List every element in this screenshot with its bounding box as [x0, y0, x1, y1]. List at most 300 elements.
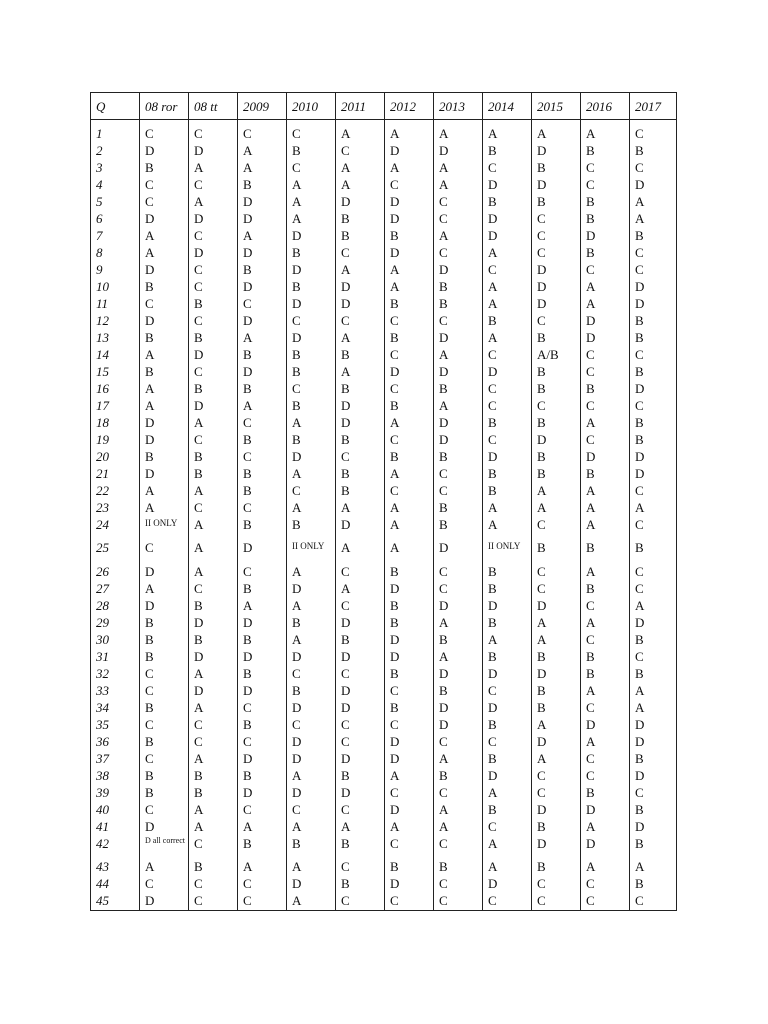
question-number-cell	[91, 683, 140, 700]
answer-cell	[434, 751, 483, 768]
answer-cell	[532, 876, 581, 893]
answer-value: A	[586, 734, 596, 749]
answer-cell	[140, 649, 189, 666]
answer-value: A	[635, 598, 645, 613]
answer-cell	[434, 581, 483, 598]
answer-value: D	[341, 700, 351, 715]
answer-value: A	[488, 836, 498, 851]
answer-cell	[483, 415, 532, 432]
answer-cell	[434, 330, 483, 347]
answer-value: D	[635, 734, 645, 749]
answer-value: B	[635, 228, 644, 243]
answer-cell	[532, 432, 581, 449]
answer-cell	[630, 398, 677, 415]
answer-value: D	[145, 598, 155, 613]
answer-value: D	[635, 279, 645, 294]
answer-cell	[238, 717, 287, 734]
answer-value: C	[586, 364, 595, 379]
answer-cell	[287, 666, 336, 683]
answer-value: D	[243, 751, 253, 766]
answer-cell	[532, 717, 581, 734]
answer-value: B	[145, 364, 154, 379]
answer-cell	[385, 126, 434, 143]
answer-cell	[532, 483, 581, 500]
answer-value: C	[341, 802, 350, 817]
answer-value: B	[635, 751, 644, 766]
answer-cell	[532, 859, 581, 876]
answer-value: B	[341, 228, 350, 243]
table-row	[91, 177, 677, 194]
answer-value: D	[390, 649, 400, 664]
answer-cell	[287, 177, 336, 194]
question-number: 20	[96, 449, 109, 464]
answer-cell	[385, 160, 434, 177]
question-number: 37	[96, 751, 109, 766]
answer-value: B	[145, 449, 154, 464]
answer-cell	[189, 836, 238, 859]
answer-value: B	[194, 598, 203, 613]
answer-value: C	[439, 581, 448, 596]
answer-cell	[238, 177, 287, 194]
answer-cell	[189, 615, 238, 632]
answer-cell	[287, 819, 336, 836]
answer-value: A	[292, 893, 302, 908]
answer-value: A	[586, 279, 596, 294]
answer-value: C	[439, 734, 448, 749]
question-number-cell	[91, 211, 140, 228]
answer-cell	[630, 262, 677, 279]
answer-value: C	[439, 836, 448, 851]
answer-cell	[532, 785, 581, 802]
answer-cell	[287, 364, 336, 381]
answer-cell	[581, 540, 630, 564]
answer-value: A	[488, 245, 498, 260]
answer-value: A/B	[537, 347, 559, 362]
table-row	[91, 228, 677, 245]
answer-cell	[581, 126, 630, 143]
answer-value: B	[488, 483, 497, 498]
answer-cell	[238, 683, 287, 700]
answer-cell	[434, 296, 483, 313]
answer-cell	[140, 330, 189, 347]
question-number: 43	[96, 859, 109, 874]
answer-value: D	[537, 734, 547, 749]
answer-cell	[238, 245, 287, 262]
answer-value: C	[635, 785, 644, 800]
answer-cell	[630, 245, 677, 262]
answer-cell	[385, 632, 434, 649]
answer-value: B	[390, 398, 399, 413]
column-header: 2013	[434, 93, 483, 120]
answer-value: B	[586, 581, 595, 596]
answer-cell	[287, 211, 336, 228]
table-row	[91, 245, 677, 262]
answer-value: A	[243, 160, 253, 175]
answer-cell	[581, 483, 630, 500]
table-row	[91, 859, 677, 876]
answer-cell	[238, 398, 287, 415]
answer-value: D	[439, 415, 449, 430]
answer-value: C	[537, 517, 546, 532]
answer-cell	[140, 160, 189, 177]
answer-cell	[532, 734, 581, 751]
answer-value: C	[145, 194, 154, 209]
question-number: 16	[96, 381, 109, 396]
answer-cell	[336, 177, 385, 194]
answer-value: C	[243, 893, 252, 908]
table-row	[91, 143, 677, 160]
answer-value: B	[292, 432, 301, 447]
answer-value: A	[341, 160, 351, 175]
answer-value: C	[390, 785, 399, 800]
table-row	[91, 819, 677, 836]
answer-cell	[287, 802, 336, 819]
answer-value: A	[145, 245, 155, 260]
question-number: 6	[96, 211, 103, 226]
answer-value: C	[145, 126, 154, 141]
answer-cell	[434, 449, 483, 466]
answer-value: B	[537, 649, 546, 664]
answer-value: C	[635, 347, 644, 362]
answer-value: C	[537, 768, 546, 783]
column-header: Q	[91, 93, 140, 120]
question-number: 41	[96, 819, 109, 834]
answer-cell	[630, 836, 677, 859]
answer-cell	[434, 564, 483, 581]
answer-cell	[238, 751, 287, 768]
answer-value: B	[537, 415, 546, 430]
answer-value: A	[488, 632, 498, 647]
answer-cell	[434, 859, 483, 876]
answer-value: A	[341, 330, 351, 345]
answer-cell	[140, 751, 189, 768]
answer-value: C	[488, 347, 497, 362]
answer-cell	[140, 381, 189, 398]
answer-value: C	[194, 836, 203, 851]
answer-cell	[287, 768, 336, 785]
answer-cell	[336, 466, 385, 483]
question-number-cell	[91, 194, 140, 211]
answer-cell	[532, 313, 581, 330]
answer-cell	[336, 859, 385, 876]
answer-value: C	[537, 245, 546, 260]
answer-value: B	[145, 632, 154, 647]
answer-cell	[238, 381, 287, 398]
answer-cell	[581, 751, 630, 768]
answer-value: B	[537, 330, 546, 345]
answer-value: B	[537, 859, 546, 874]
answer-value: B	[537, 160, 546, 175]
answer-value: A	[243, 859, 253, 874]
answer-value: D	[488, 666, 498, 681]
question-number: 30	[96, 632, 109, 647]
question-number-cell	[91, 819, 140, 836]
answer-value: B	[194, 330, 203, 345]
answer-cell	[581, 717, 630, 734]
answer-value: A	[390, 500, 400, 515]
answer-cell	[140, 126, 189, 143]
answer-cell	[140, 415, 189, 432]
answer-cell	[287, 228, 336, 245]
table-row	[91, 517, 677, 540]
answer-value: D	[145, 313, 155, 328]
answer-value: D	[488, 768, 498, 783]
question-number-cell	[91, 177, 140, 194]
answer-value: C	[635, 581, 644, 596]
answer-value: A	[292, 194, 302, 209]
answer-value: B	[439, 449, 448, 464]
answer-cell	[238, 279, 287, 296]
answer-cell	[385, 876, 434, 893]
answer-value: A	[292, 819, 302, 834]
answer-cell	[434, 143, 483, 160]
question-number: 31	[96, 649, 109, 664]
answer-value: C	[390, 683, 399, 698]
answer-value: B	[635, 330, 644, 345]
answer-cell	[336, 194, 385, 211]
table-row	[91, 296, 677, 313]
answer-value: C	[194, 262, 203, 277]
answer-cell	[336, 398, 385, 415]
answer-value: A	[586, 296, 596, 311]
answer-value: D	[341, 615, 351, 630]
table-row	[91, 734, 677, 751]
answer-value: A	[488, 859, 498, 874]
answer-value: C	[439, 466, 448, 481]
answer-cell	[287, 160, 336, 177]
answer-cell	[189, 415, 238, 432]
answer-value: C	[439, 194, 448, 209]
answer-cell	[238, 211, 287, 228]
table-row	[91, 768, 677, 785]
answer-cell	[238, 449, 287, 466]
answer-value: D	[145, 564, 155, 579]
question-number-cell	[91, 449, 140, 466]
answer-cell	[581, 313, 630, 330]
answer-value: D	[439, 700, 449, 715]
answer-cell	[532, 893, 581, 911]
answer-value: C	[635, 160, 644, 175]
answer-value: C	[488, 734, 497, 749]
answer-cell	[189, 751, 238, 768]
answer-value: B	[439, 381, 448, 396]
answer-value: D	[439, 432, 449, 447]
answer-cell	[483, 211, 532, 228]
answer-cell	[140, 632, 189, 649]
question-number: 17	[96, 398, 109, 413]
answer-value: D	[439, 330, 449, 345]
table-row	[91, 330, 677, 347]
table-row	[91, 893, 677, 911]
answer-value: D	[488, 211, 498, 226]
answer-value: C	[194, 313, 203, 328]
answer-value: D	[341, 296, 351, 311]
answer-cell	[238, 330, 287, 347]
question-number-cell	[91, 483, 140, 500]
answer-value: B	[586, 143, 595, 158]
answer-value: D	[243, 540, 253, 555]
answer-cell	[532, 466, 581, 483]
answer-cell	[336, 296, 385, 313]
answer-cell	[385, 615, 434, 632]
answer-value: C	[243, 296, 252, 311]
answer-cell	[434, 819, 483, 836]
answer-value: A	[390, 517, 400, 532]
answer-cell	[434, 876, 483, 893]
answer-value: B	[243, 768, 252, 783]
answer-cell	[483, 666, 532, 683]
answer-value: A	[586, 859, 596, 874]
answer-cell	[140, 683, 189, 700]
answer-value: B	[488, 717, 497, 732]
answer-cell	[385, 194, 434, 211]
answer-cell	[581, 734, 630, 751]
question-number-cell	[91, 540, 140, 564]
answer-value: A	[145, 228, 155, 243]
answer-cell	[630, 432, 677, 449]
question-number-cell	[91, 666, 140, 683]
answer-value: C	[488, 683, 497, 698]
answer-value: A	[537, 615, 547, 630]
answer-cell	[483, 432, 532, 449]
answer-cell	[630, 347, 677, 364]
answer-value: C	[145, 802, 154, 817]
answer-cell	[532, 449, 581, 466]
answer-cell	[483, 700, 532, 717]
answer-cell	[434, 466, 483, 483]
question-number: 22	[96, 483, 109, 498]
answer-cell	[287, 245, 336, 262]
answer-cell	[483, 876, 532, 893]
answer-value: D	[145, 466, 155, 481]
answer-value: B	[586, 540, 595, 555]
answer-cell	[483, 398, 532, 415]
answer-cell	[532, 649, 581, 666]
answer-value: B	[635, 876, 644, 891]
answer-cell	[630, 768, 677, 785]
answer-value: A	[341, 540, 351, 555]
answer-cell	[581, 683, 630, 700]
question-number: 19	[96, 432, 109, 447]
answer-cell	[336, 483, 385, 500]
answer-cell	[287, 432, 336, 449]
table-row	[91, 666, 677, 683]
question-number-cell	[91, 768, 140, 785]
answer-value: D	[145, 415, 155, 430]
answer-value: C	[145, 540, 154, 555]
answer-cell	[483, 785, 532, 802]
answer-value: A	[341, 262, 351, 277]
answer-cell	[385, 836, 434, 859]
answer-cell	[581, 700, 630, 717]
answer-value: A	[194, 666, 204, 681]
answer-cell	[630, 466, 677, 483]
answer-cell	[581, 160, 630, 177]
answer-value: D	[243, 194, 253, 209]
answer-value: C	[488, 398, 497, 413]
answer-cell	[238, 296, 287, 313]
answer-value: D	[292, 581, 302, 596]
answer-cell	[434, 245, 483, 262]
answer-value: D	[537, 666, 547, 681]
answer-value: A	[439, 649, 449, 664]
answer-cell	[483, 160, 532, 177]
question-number: 38	[96, 768, 109, 783]
answer-value: A	[586, 483, 596, 498]
answer-value: C	[586, 598, 595, 613]
table-row	[91, 717, 677, 734]
answer-cell	[483, 819, 532, 836]
answer-cell	[630, 415, 677, 432]
answer-cell	[140, 143, 189, 160]
answer-cell	[630, 683, 677, 700]
answer-value: B	[537, 683, 546, 698]
answer-cell	[189, 581, 238, 598]
answer-value: C	[488, 160, 497, 175]
question-number: 2	[96, 143, 103, 158]
answer-cell	[238, 500, 287, 517]
question-number: 27	[96, 581, 109, 596]
answer-cell	[581, 615, 630, 632]
answer-value: A	[145, 581, 155, 596]
answer-value: A	[194, 819, 204, 834]
answer-cell	[336, 700, 385, 717]
question-number: 44	[96, 876, 109, 891]
answer-cell	[581, 449, 630, 466]
answer-value: C	[586, 432, 595, 447]
answer-cell	[385, 819, 434, 836]
answer-value: C	[586, 177, 595, 192]
answer-value: C	[292, 717, 301, 732]
answer-cell	[189, 598, 238, 615]
answer-value: B	[243, 483, 252, 498]
answer-cell	[581, 802, 630, 819]
answer-cell	[189, 683, 238, 700]
answer-value: B	[292, 364, 301, 379]
answer-value: D	[390, 734, 400, 749]
answer-value: B	[488, 415, 497, 430]
answer-value: B	[586, 649, 595, 664]
question-number: 34	[96, 700, 109, 715]
answer-value: C	[243, 126, 252, 141]
answer-cell	[581, 364, 630, 381]
answer-value: D	[341, 649, 351, 664]
answer-cell	[189, 381, 238, 398]
answer-value: C	[488, 381, 497, 396]
answer-cell	[630, 483, 677, 500]
answer-cell	[434, 500, 483, 517]
answer-cell	[483, 540, 532, 564]
table-row	[91, 751, 677, 768]
answer-value: C	[194, 364, 203, 379]
question-number-cell	[91, 836, 140, 859]
answer-value: A	[488, 517, 498, 532]
answer-value: D	[292, 649, 302, 664]
answer-cell	[434, 836, 483, 859]
answer-cell	[336, 632, 385, 649]
answer-cell	[434, 632, 483, 649]
answer-value: A	[390, 540, 400, 555]
answer-value: C	[145, 751, 154, 766]
answer-value: D	[292, 700, 302, 715]
answer-value: C	[586, 893, 595, 908]
answer-value: B	[488, 649, 497, 664]
answer-value: B	[243, 466, 252, 481]
answer-value: C	[635, 564, 644, 579]
answer-cell	[287, 517, 336, 540]
answer-cell	[581, 211, 630, 228]
table-header	[91, 93, 677, 120]
